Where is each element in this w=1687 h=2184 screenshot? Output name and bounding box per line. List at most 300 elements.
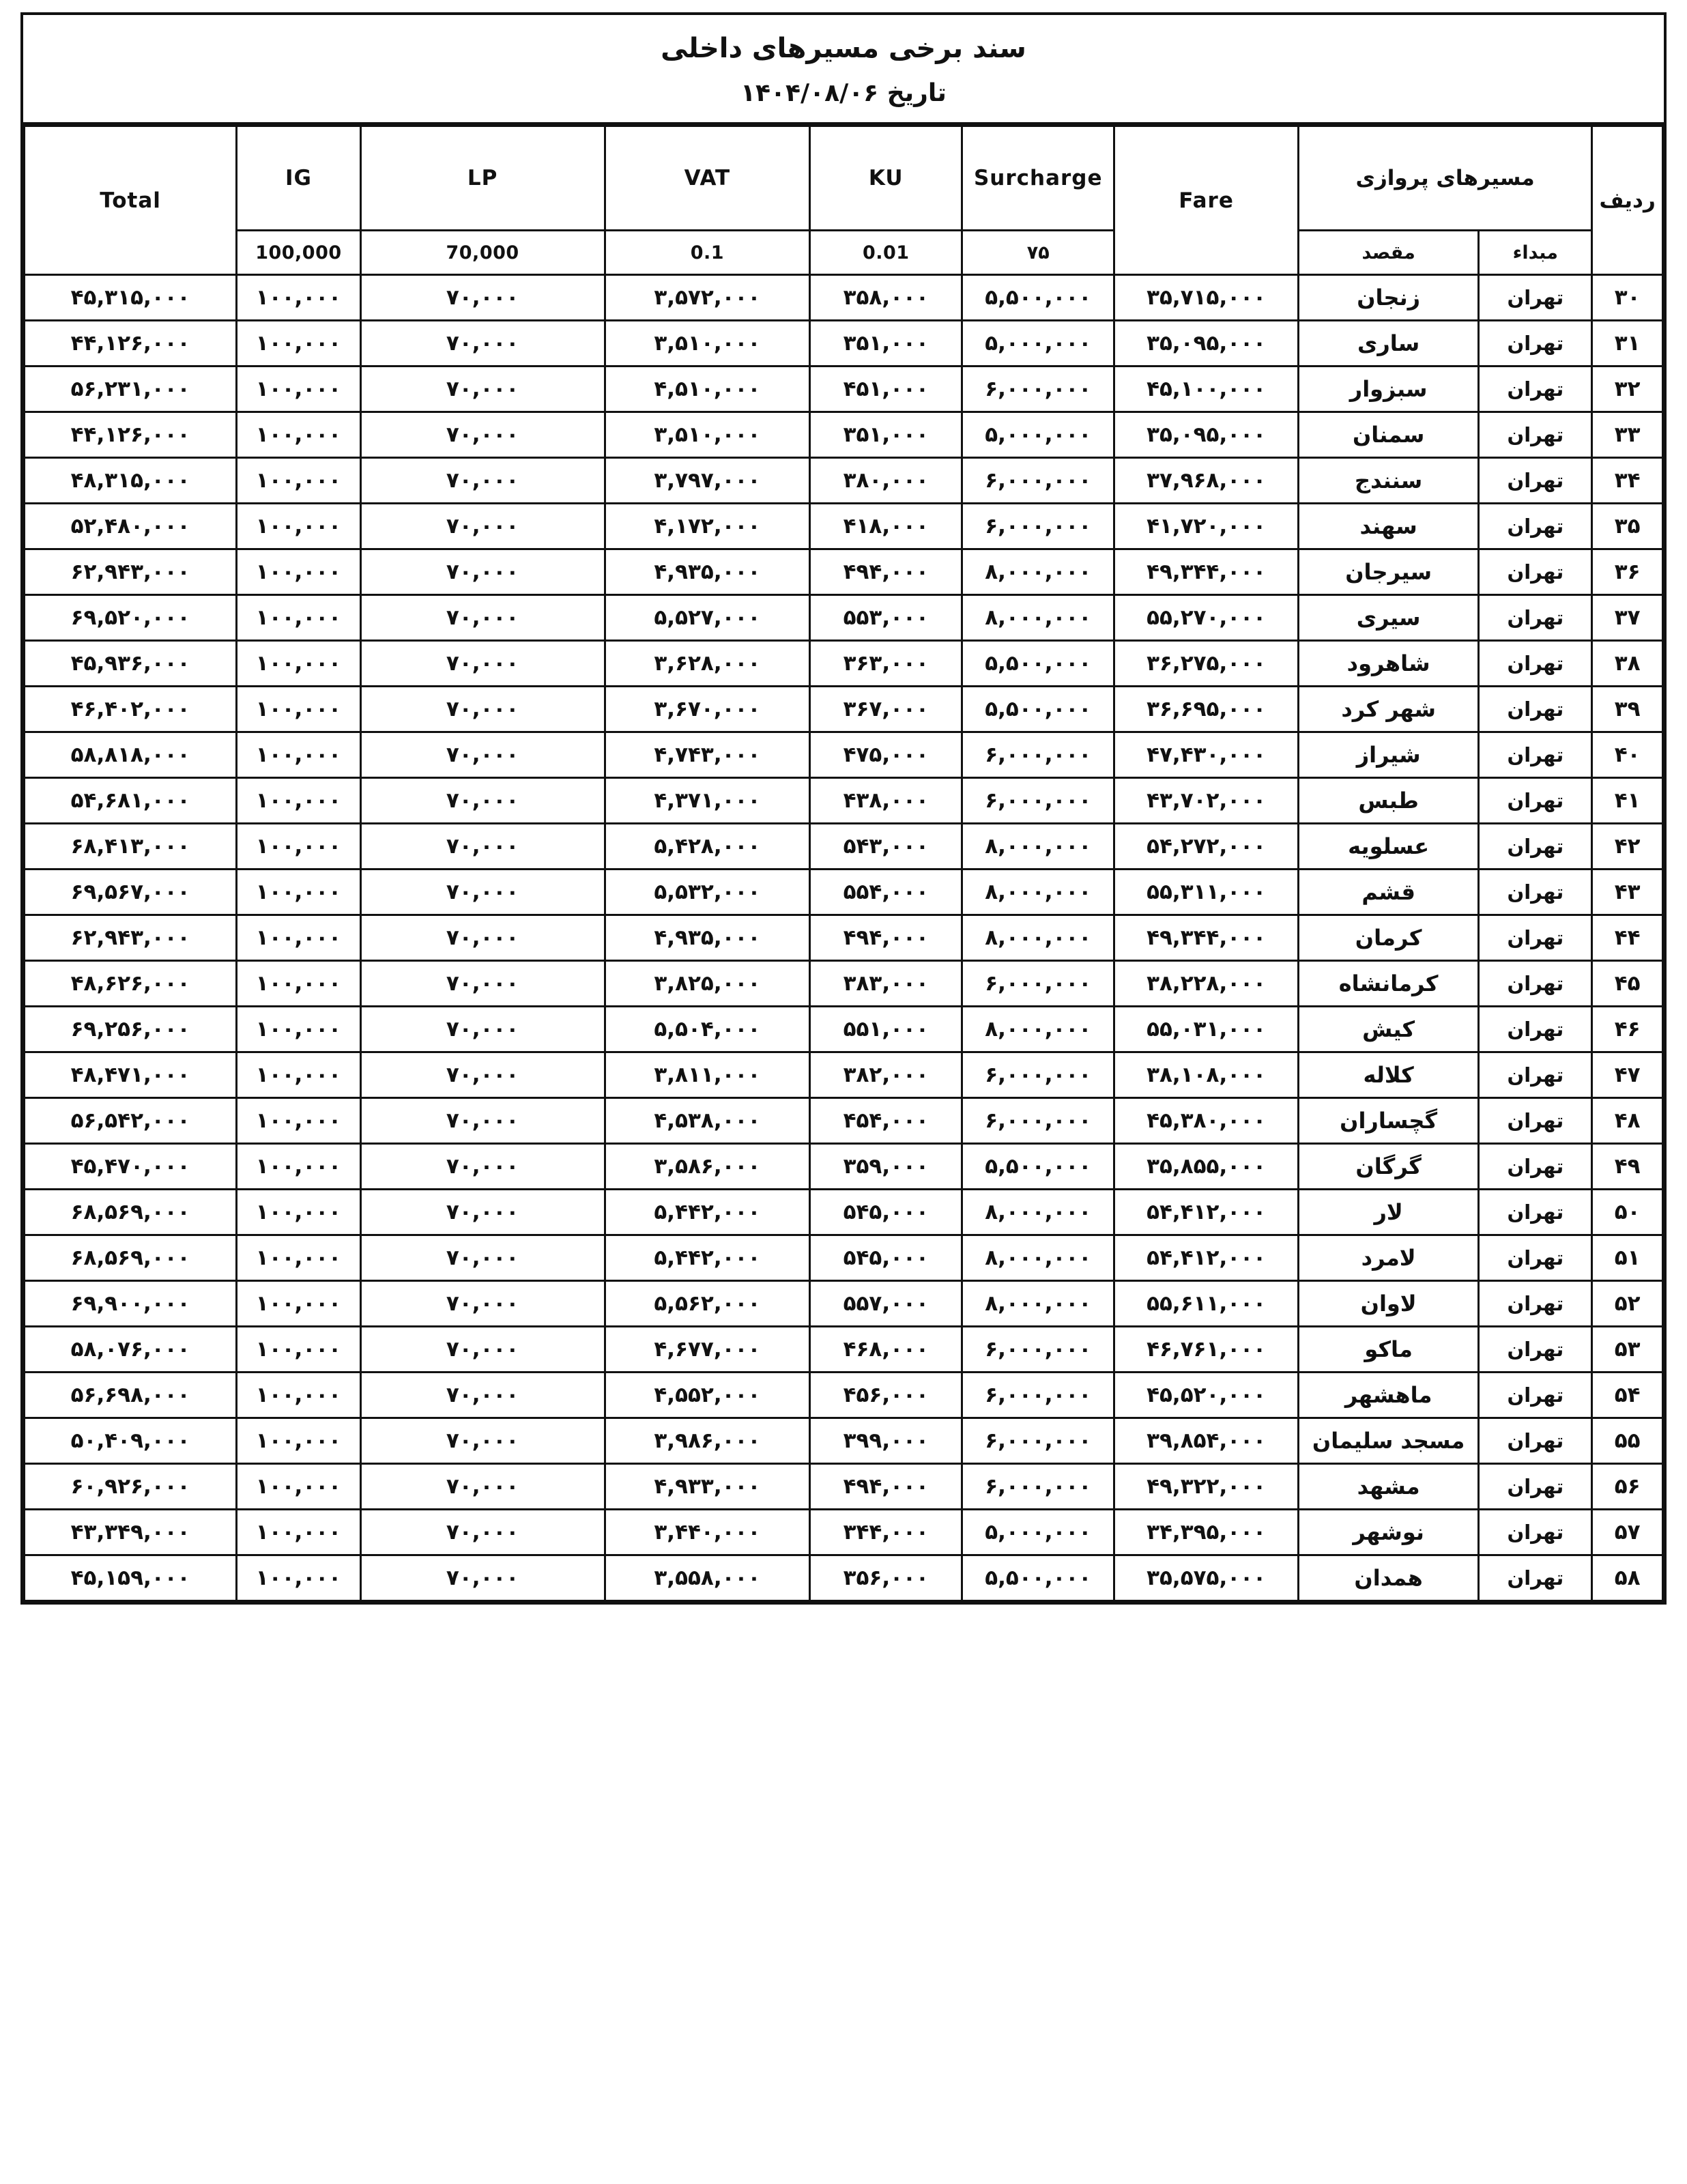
- cell-ku: ۳۵۶,۰۰۰: [810, 1555, 962, 1601]
- cell-ig: ۱۰۰,۰۰۰: [237, 641, 361, 687]
- cell-origin: تهران: [1479, 1098, 1592, 1144]
- rate-ku: 0.01: [810, 231, 962, 275]
- cell-radif: ۴۶: [1592, 1007, 1663, 1052]
- cell-radif: ۳۲: [1592, 367, 1663, 412]
- cell-fare: ۳۵,۰۹۵,۰۰۰: [1114, 321, 1299, 367]
- table-row: [25, 367, 1663, 412]
- cell-ku: ۵۵۳,۰۰۰: [810, 595, 962, 641]
- cell-lp: ۷۰,۰۰۰: [360, 961, 605, 1007]
- cell-lp: ۷۰,۰۰۰: [360, 367, 605, 412]
- table-row: [25, 1281, 1663, 1327]
- cell-fare: ۴۱,۷۲۰,۰۰۰: [1114, 504, 1299, 549]
- cell-vat: ۵,۵۳۲,۰۰۰: [605, 870, 810, 915]
- cell-ig: ۱۰۰,۰۰۰: [237, 367, 361, 412]
- cell-vat: ۴,۶۷۷,۰۰۰: [605, 1327, 810, 1373]
- cell-destination: گرگان: [1298, 1144, 1478, 1190]
- cell-origin: تهران: [1479, 549, 1592, 595]
- cell-vat: ۵,۵۰۴,۰۰۰: [605, 1007, 810, 1052]
- cell-lp: ۷۰,۰۰۰: [360, 1373, 605, 1418]
- table-row: [25, 641, 1663, 687]
- cell-total: ۵۶,۵۴۲,۰۰۰: [25, 1098, 237, 1144]
- table-row: [25, 275, 1663, 321]
- cell-fare: ۳۹,۸۵۴,۰۰۰: [1114, 1418, 1299, 1464]
- table-row: [25, 1235, 1663, 1281]
- cell-origin: تهران: [1479, 870, 1592, 915]
- cell-vat: ۴,۷۴۳,۰۰۰: [605, 732, 810, 778]
- table-row: [25, 1327, 1663, 1373]
- cell-total: ۴۳,۳۴۹,۰۰۰: [25, 1510, 237, 1555]
- cell-lp: ۷۰,۰۰۰: [360, 778, 605, 824]
- cell-origin: تهران: [1479, 1007, 1592, 1052]
- cell-destination: قشم: [1298, 870, 1478, 915]
- cell-fare: ۳۵,۵۷۵,۰۰۰: [1114, 1555, 1299, 1601]
- cell-fare: ۳۴,۳۹۵,۰۰۰: [1114, 1510, 1299, 1555]
- cell-surcharge: ۵,۰۰۰,۰۰۰: [962, 412, 1114, 458]
- table-row: [25, 1144, 1663, 1190]
- cell-surcharge: ۶,۰۰۰,۰۰۰: [962, 961, 1114, 1007]
- cell-surcharge: ۵,۵۰۰,۰۰۰: [962, 687, 1114, 732]
- cell-ku: ۵۵۴,۰۰۰: [810, 870, 962, 915]
- cell-origin: تهران: [1479, 1190, 1592, 1235]
- cell-fare: ۴۹,۳۲۲,۰۰۰: [1114, 1464, 1299, 1510]
- cell-vat: ۳,۵۵۸,۰۰۰: [605, 1555, 810, 1601]
- cell-vat: ۵,۴۲۸,۰۰۰: [605, 824, 810, 870]
- cell-origin: تهران: [1479, 687, 1592, 732]
- cell-fare: ۴۵,۳۸۰,۰۰۰: [1114, 1098, 1299, 1144]
- cell-total: ۶۲,۹۴۳,۰۰۰: [25, 549, 237, 595]
- cell-surcharge: ۵,۰۰۰,۰۰۰: [962, 321, 1114, 367]
- cell-radif: ۴۰: [1592, 732, 1663, 778]
- cell-radif: ۵۸: [1592, 1555, 1663, 1601]
- header-fare: Fare: [1114, 126, 1299, 275]
- cell-vat: ۴,۳۷۱,۰۰۰: [605, 778, 810, 824]
- cell-ig: ۱۰۰,۰۰۰: [237, 1510, 361, 1555]
- cell-radif: ۵۰: [1592, 1190, 1663, 1235]
- cell-vat: ۳,۸۱۱,۰۰۰: [605, 1052, 810, 1098]
- header-surcharge: Surcharge: [962, 126, 1114, 231]
- cell-ku: ۳۶۳,۰۰۰: [810, 641, 962, 687]
- cell-ig: ۱۰۰,۰۰۰: [237, 1144, 361, 1190]
- cell-destination: شهر کرد: [1298, 687, 1478, 732]
- table-row: [25, 458, 1663, 504]
- cell-surcharge: ۸,۰۰۰,۰۰۰: [962, 1235, 1114, 1281]
- cell-destination: شاهرود: [1298, 641, 1478, 687]
- cell-destination: مسجد سلیمان: [1298, 1418, 1478, 1464]
- cell-ig: ۱۰۰,۰۰۰: [237, 778, 361, 824]
- cell-lp: ۷۰,۰۰۰: [360, 870, 605, 915]
- cell-ku: ۴۹۴,۰۰۰: [810, 549, 962, 595]
- cell-origin: تهران: [1479, 458, 1592, 504]
- cell-radif: ۴۸: [1592, 1098, 1663, 1144]
- table-row: [25, 321, 1663, 367]
- cell-fare: ۵۴,۲۷۲,۰۰۰: [1114, 824, 1299, 870]
- cell-total: ۴۴,۱۲۶,۰۰۰: [25, 412, 237, 458]
- cell-destination: لاوان: [1298, 1281, 1478, 1327]
- cell-destination: سمنان: [1298, 412, 1478, 458]
- cell-ig: ۱۰۰,۰۰۰: [237, 1052, 361, 1098]
- cell-destination: نوشهر: [1298, 1510, 1478, 1555]
- cell-vat: ۳,۹۸۶,۰۰۰: [605, 1418, 810, 1464]
- cell-ig: ۱۰۰,۰۰۰: [237, 915, 361, 961]
- cell-ku: ۴۱۸,۰۰۰: [810, 504, 962, 549]
- cell-radif: ۵۵: [1592, 1418, 1663, 1464]
- cell-surcharge: ۶,۰۰۰,۰۰۰: [962, 1098, 1114, 1144]
- cell-origin: تهران: [1479, 504, 1592, 549]
- cell-ku: ۴۹۴,۰۰۰: [810, 1464, 962, 1510]
- cell-lp: ۷۰,۰۰۰: [360, 458, 605, 504]
- cell-total: ۶۲,۹۴۳,۰۰۰: [25, 915, 237, 961]
- cell-total: ۴۴,۱۲۶,۰۰۰: [25, 321, 237, 367]
- cell-vat: ۴,۱۷۲,۰۰۰: [605, 504, 810, 549]
- cell-fare: ۳۶,۲۷۵,۰۰۰: [1114, 641, 1299, 687]
- cell-lp: ۷۰,۰۰۰: [360, 824, 605, 870]
- table-row: [25, 504, 1663, 549]
- document-date: تاریخ ۱۴۰۴/۰۸/۰۶: [740, 79, 947, 107]
- header-lp: LP: [360, 126, 605, 231]
- cell-vat: ۴,۵۳۸,۰۰۰: [605, 1098, 810, 1144]
- cell-total: ۴۸,۳۱۵,۰۰۰: [25, 458, 237, 504]
- cell-ig: ۱۰۰,۰۰۰: [237, 1555, 361, 1601]
- cell-vat: ۴,۹۳۵,۰۰۰: [605, 549, 810, 595]
- cell-ku: ۳۸۲,۰۰۰: [810, 1052, 962, 1098]
- cell-ku: ۳۵۹,۰۰۰: [810, 1144, 962, 1190]
- cell-lp: ۷۰,۰۰۰: [360, 1510, 605, 1555]
- cell-radif: ۳۰: [1592, 275, 1663, 321]
- cell-fare: ۳۷,۹۶۸,۰۰۰: [1114, 458, 1299, 504]
- table-head: [25, 126, 1663, 275]
- cell-destination: کرمانشاه: [1298, 961, 1478, 1007]
- cell-surcharge: ۶,۰۰۰,۰۰۰: [962, 1464, 1114, 1510]
- cell-ig: ۱۰۰,۰۰۰: [237, 870, 361, 915]
- cell-vat: ۳,۵۱۰,۰۰۰: [605, 321, 810, 367]
- cell-total: ۴۵,۳۱۵,۰۰۰: [25, 275, 237, 321]
- cell-ku: ۴۵۶,۰۰۰: [810, 1373, 962, 1418]
- cell-destination: زنجان: [1298, 275, 1478, 321]
- cell-origin: تهران: [1479, 1144, 1592, 1190]
- header-ku: KU: [810, 126, 962, 231]
- cell-destination: طبس: [1298, 778, 1478, 824]
- cell-radif: ۴۱: [1592, 778, 1663, 824]
- cell-fare: ۵۵,۰۳۱,۰۰۰: [1114, 1007, 1299, 1052]
- cell-destination: سیری: [1298, 595, 1478, 641]
- cell-fare: ۳۵,۷۱۵,۰۰۰: [1114, 275, 1299, 321]
- cell-radif: ۴۲: [1592, 824, 1663, 870]
- cell-origin: تهران: [1479, 1373, 1592, 1418]
- cell-lp: ۷۰,۰۰۰: [360, 641, 605, 687]
- header-row-secondary: [25, 231, 1663, 275]
- header-ig: IG: [237, 126, 361, 231]
- cell-ig: ۱۰۰,۰۰۰: [237, 595, 361, 641]
- cell-radif: ۴۹: [1592, 1144, 1663, 1190]
- header-total: Total: [25, 126, 237, 275]
- cell-origin: تهران: [1479, 1235, 1592, 1281]
- cell-lp: ۷۰,۰۰۰: [360, 549, 605, 595]
- cell-ig: ۱۰۰,۰۰۰: [237, 1281, 361, 1327]
- cell-origin: تهران: [1479, 824, 1592, 870]
- cell-vat: ۳,۵۱۰,۰۰۰: [605, 412, 810, 458]
- cell-fare: ۵۵,۲۷۰,۰۰۰: [1114, 595, 1299, 641]
- cell-vat: ۵,۴۴۲,۰۰۰: [605, 1190, 810, 1235]
- rate-surcharge: ۷۵: [962, 231, 1114, 275]
- title-block: [23, 15, 1664, 125]
- cell-total: ۵۶,۲۳۱,۰۰۰: [25, 367, 237, 412]
- cell-ig: ۱۰۰,۰۰۰: [237, 1327, 361, 1373]
- cell-origin: تهران: [1479, 915, 1592, 961]
- cell-vat: ۳,۵۷۲,۰۰۰: [605, 275, 810, 321]
- cell-vat: ۵,۵۶۲,۰۰۰: [605, 1281, 810, 1327]
- cell-total: ۵۶,۶۹۸,۰۰۰: [25, 1373, 237, 1418]
- cell-origin: تهران: [1479, 778, 1592, 824]
- cell-total: ۴۵,۹۳۶,۰۰۰: [25, 641, 237, 687]
- cell-surcharge: ۵,۵۰۰,۰۰۰: [962, 1144, 1114, 1190]
- cell-ku: ۳۹۹,۰۰۰: [810, 1418, 962, 1464]
- cell-origin: تهران: [1479, 1510, 1592, 1555]
- table-row: [25, 870, 1663, 915]
- cell-destination: گچساران: [1298, 1098, 1478, 1144]
- table-row: [25, 1373, 1663, 1418]
- cell-radif: ۳۴: [1592, 458, 1663, 504]
- cell-radif: ۳۹: [1592, 687, 1663, 732]
- cell-ig: ۱۰۰,۰۰۰: [237, 961, 361, 1007]
- cell-destination: سنندج: [1298, 458, 1478, 504]
- cell-total: ۶۹,۹۰۰,۰۰۰: [25, 1281, 237, 1327]
- cell-origin: تهران: [1479, 412, 1592, 458]
- cell-vat: ۴,۵۵۲,۰۰۰: [605, 1373, 810, 1418]
- cell-lp: ۷۰,۰۰۰: [360, 321, 605, 367]
- cell-surcharge: ۸,۰۰۰,۰۰۰: [962, 915, 1114, 961]
- cell-fare: ۴۵,۱۰۰,۰۰۰: [1114, 367, 1299, 412]
- cell-total: ۶۰,۹۲۶,۰۰۰: [25, 1464, 237, 1510]
- cell-radif: ۵۴: [1592, 1373, 1663, 1418]
- cell-ku: ۴۳۸,۰۰۰: [810, 778, 962, 824]
- cell-origin: تهران: [1479, 1052, 1592, 1098]
- rate-vat: 0.1: [605, 231, 810, 275]
- cell-surcharge: ۶,۰۰۰,۰۰۰: [962, 1418, 1114, 1464]
- cell-destination: سهند: [1298, 504, 1478, 549]
- cell-surcharge: ۸,۰۰۰,۰۰۰: [962, 824, 1114, 870]
- cell-surcharge: ۸,۰۰۰,۰۰۰: [962, 1281, 1114, 1327]
- header-origin: مبداء: [1479, 231, 1592, 275]
- cell-total: ۶۸,۵۶۹,۰۰۰: [25, 1190, 237, 1235]
- cell-radif: ۳۵: [1592, 504, 1663, 549]
- cell-fare: ۴۵,۵۲۰,۰۰۰: [1114, 1373, 1299, 1418]
- table-row: [25, 824, 1663, 870]
- cell-vat: ۴,۹۳۳,۰۰۰: [605, 1464, 810, 1510]
- cell-fare: ۳۵,۰۹۵,۰۰۰: [1114, 412, 1299, 458]
- cell-ig: ۱۰۰,۰۰۰: [237, 1418, 361, 1464]
- cell-surcharge: ۵,۰۰۰,۰۰۰: [962, 1510, 1114, 1555]
- cell-surcharge: ۶,۰۰۰,۰۰۰: [962, 367, 1114, 412]
- cell-surcharge: ۶,۰۰۰,۰۰۰: [962, 504, 1114, 549]
- cell-surcharge: ۸,۰۰۰,۰۰۰: [962, 870, 1114, 915]
- cell-lp: ۷۰,۰۰۰: [360, 1052, 605, 1098]
- cell-fare: ۵۴,۴۱۲,۰۰۰: [1114, 1235, 1299, 1281]
- cell-lp: ۷۰,۰۰۰: [360, 1418, 605, 1464]
- cell-radif: ۴۴: [1592, 915, 1663, 961]
- cell-origin: تهران: [1479, 1327, 1592, 1373]
- cell-destination: همدان: [1298, 1555, 1478, 1601]
- cell-radif: ۳۸: [1592, 641, 1663, 687]
- cell-lp: ۷۰,۰۰۰: [360, 1144, 605, 1190]
- cell-total: ۵۸,۰۷۶,۰۰۰: [25, 1327, 237, 1373]
- cell-ku: ۴۵۴,۰۰۰: [810, 1098, 962, 1144]
- cell-vat: ۴,۹۳۵,۰۰۰: [605, 915, 810, 961]
- cell-ig: ۱۰۰,۰۰۰: [237, 321, 361, 367]
- header-row-primary: [25, 126, 1663, 231]
- cell-radif: ۵۶: [1592, 1464, 1663, 1510]
- cell-ig: ۱۰۰,۰۰۰: [237, 458, 361, 504]
- cell-fare: ۴۹,۳۴۴,۰۰۰: [1114, 549, 1299, 595]
- cell-total: ۴۸,۴۷۱,۰۰۰: [25, 1052, 237, 1098]
- cell-fare: ۳۸,۲۲۸,۰۰۰: [1114, 961, 1299, 1007]
- cell-origin: تهران: [1479, 275, 1592, 321]
- cell-fare: ۴۶,۷۶۱,۰۰۰: [1114, 1327, 1299, 1373]
- cell-ku: ۴۷۵,۰۰۰: [810, 732, 962, 778]
- cell-lp: ۷۰,۰۰۰: [360, 1555, 605, 1601]
- cell-lp: ۷۰,۰۰۰: [360, 687, 605, 732]
- cell-ku: ۴۵۱,۰۰۰: [810, 367, 962, 412]
- cell-total: ۵۸,۸۱۸,۰۰۰: [25, 732, 237, 778]
- cell-radif: ۴۵: [1592, 961, 1663, 1007]
- cell-surcharge: ۶,۰۰۰,۰۰۰: [962, 1373, 1114, 1418]
- cell-surcharge: ۸,۰۰۰,۰۰۰: [962, 595, 1114, 641]
- cell-ig: ۱۰۰,۰۰۰: [237, 1190, 361, 1235]
- cell-surcharge: ۵,۵۰۰,۰۰۰: [962, 641, 1114, 687]
- fares-table: [23, 125, 1664, 1602]
- cell-lp: ۷۰,۰۰۰: [360, 1098, 605, 1144]
- cell-radif: ۵۳: [1592, 1327, 1663, 1373]
- cell-lp: ۷۰,۰۰۰: [360, 1235, 605, 1281]
- cell-radif: ۳۳: [1592, 412, 1663, 458]
- cell-surcharge: ۶,۰۰۰,۰۰۰: [962, 458, 1114, 504]
- table-row: [25, 687, 1663, 732]
- cell-total: ۶۹,۵۲۰,۰۰۰: [25, 595, 237, 641]
- cell-ku: ۳۵۸,۰۰۰: [810, 275, 962, 321]
- table-row: [25, 1052, 1663, 1098]
- cell-ig: ۱۰۰,۰۰۰: [237, 504, 361, 549]
- table-row: [25, 595, 1663, 641]
- cell-destination: لامرد: [1298, 1235, 1478, 1281]
- cell-surcharge: ۸,۰۰۰,۰۰۰: [962, 1190, 1114, 1235]
- cell-radif: ۵۷: [1592, 1510, 1663, 1555]
- cell-destination: ساری: [1298, 321, 1478, 367]
- cell-destination: ماهشهر: [1298, 1373, 1478, 1418]
- cell-surcharge: ۶,۰۰۰,۰۰۰: [962, 778, 1114, 824]
- rate-lp: 70,000: [360, 231, 605, 275]
- table-row: [25, 778, 1663, 824]
- header-destination: مقصد: [1298, 231, 1478, 275]
- cell-surcharge: ۶,۰۰۰,۰۰۰: [962, 1052, 1114, 1098]
- cell-ig: ۱۰۰,۰۰۰: [237, 824, 361, 870]
- cell-ig: ۱۰۰,۰۰۰: [237, 1007, 361, 1052]
- table-row: [25, 1510, 1663, 1555]
- cell-vat: ۵,۴۴۲,۰۰۰: [605, 1235, 810, 1281]
- cell-radif: ۳۱: [1592, 321, 1663, 367]
- cell-ku: ۴۹۴,۰۰۰: [810, 915, 962, 961]
- cell-fare: ۵۴,۴۱۲,۰۰۰: [1114, 1190, 1299, 1235]
- table-row: [25, 732, 1663, 778]
- cell-surcharge: ۸,۰۰۰,۰۰۰: [962, 549, 1114, 595]
- cell-fare: ۴۷,۴۳۰,۰۰۰: [1114, 732, 1299, 778]
- table-row: [25, 1098, 1663, 1144]
- document-frame: [20, 12, 1667, 1605]
- cell-surcharge: ۵,۵۰۰,۰۰۰: [962, 275, 1114, 321]
- cell-total: ۴۵,۱۵۹,۰۰۰: [25, 1555, 237, 1601]
- cell-lp: ۷۰,۰۰۰: [360, 915, 605, 961]
- cell-destination: سبزوار: [1298, 367, 1478, 412]
- cell-vat: ۳,۸۲۵,۰۰۰: [605, 961, 810, 1007]
- cell-fare: ۳۶,۶۹۵,۰۰۰: [1114, 687, 1299, 732]
- cell-total: ۶۹,۵۶۷,۰۰۰: [25, 870, 237, 915]
- cell-destination: سیرجان: [1298, 549, 1478, 595]
- table-row: [25, 961, 1663, 1007]
- cell-destination: کلاله: [1298, 1052, 1478, 1098]
- table-row: [25, 1418, 1663, 1464]
- cell-surcharge: ۶,۰۰۰,۰۰۰: [962, 1327, 1114, 1373]
- table-row: [25, 412, 1663, 458]
- cell-fare: ۴۳,۷۰۲,۰۰۰: [1114, 778, 1299, 824]
- cell-ku: ۳۸۰,۰۰۰: [810, 458, 962, 504]
- cell-ig: ۱۰۰,۰۰۰: [237, 732, 361, 778]
- cell-lp: ۷۰,۰۰۰: [360, 504, 605, 549]
- cell-ku: ۳۵۱,۰۰۰: [810, 412, 962, 458]
- cell-fare: ۴۹,۳۴۴,۰۰۰: [1114, 915, 1299, 961]
- cell-total: ۴۶,۴۰۲,۰۰۰: [25, 687, 237, 732]
- cell-vat: ۳,۷۹۷,۰۰۰: [605, 458, 810, 504]
- cell-total: ۴۸,۶۲۶,۰۰۰: [25, 961, 237, 1007]
- cell-ku: ۵۵۷,۰۰۰: [810, 1281, 962, 1327]
- cell-fare: ۳۵,۸۵۵,۰۰۰: [1114, 1144, 1299, 1190]
- cell-ku: ۵۴۵,۰۰۰: [810, 1235, 962, 1281]
- cell-ku: ۴۶۸,۰۰۰: [810, 1327, 962, 1373]
- cell-ku: ۵۵۱,۰۰۰: [810, 1007, 962, 1052]
- cell-ig: ۱۰۰,۰۰۰: [237, 412, 361, 458]
- cell-destination: شیراز: [1298, 732, 1478, 778]
- cell-ku: ۳۶۷,۰۰۰: [810, 687, 962, 732]
- cell-origin: تهران: [1479, 1281, 1592, 1327]
- cell-lp: ۷۰,۰۰۰: [360, 1464, 605, 1510]
- cell-ig: ۱۰۰,۰۰۰: [237, 1373, 361, 1418]
- cell-origin: تهران: [1479, 367, 1592, 412]
- cell-radif: ۴۳: [1592, 870, 1663, 915]
- cell-fare: ۵۵,۶۱۱,۰۰۰: [1114, 1281, 1299, 1327]
- cell-destination: مشهد: [1298, 1464, 1478, 1510]
- cell-ig: ۱۰۰,۰۰۰: [237, 687, 361, 732]
- cell-ig: ۱۰۰,۰۰۰: [237, 1464, 361, 1510]
- cell-radif: ۳۶: [1592, 549, 1663, 595]
- cell-vat: ۳,۶۷۰,۰۰۰: [605, 687, 810, 732]
- cell-destination: کرمان: [1298, 915, 1478, 961]
- header-vat: VAT: [605, 126, 810, 231]
- cell-radif: ۳۷: [1592, 595, 1663, 641]
- cell-lp: ۷۰,۰۰۰: [360, 1190, 605, 1235]
- cell-lp: ۷۰,۰۰۰: [360, 1327, 605, 1373]
- cell-vat: ۳,۴۴۰,۰۰۰: [605, 1510, 810, 1555]
- cell-lp: ۷۰,۰۰۰: [360, 275, 605, 321]
- cell-ku: ۵۴۵,۰۰۰: [810, 1190, 962, 1235]
- cell-ig: ۱۰۰,۰۰۰: [237, 275, 361, 321]
- cell-origin: تهران: [1479, 641, 1592, 687]
- cell-lp: ۷۰,۰۰۰: [360, 595, 605, 641]
- cell-radif: ۴۷: [1592, 1052, 1663, 1098]
- cell-origin: تهران: [1479, 961, 1592, 1007]
- cell-ku: ۳۸۳,۰۰۰: [810, 961, 962, 1007]
- cell-radif: ۵۲: [1592, 1281, 1663, 1327]
- cell-vat: ۴,۵۱۰,۰۰۰: [605, 367, 810, 412]
- rate-ig: 100,000: [237, 231, 361, 275]
- cell-lp: ۷۰,۰۰۰: [360, 1007, 605, 1052]
- document-title: سند برخی مسیرهای داخلی: [661, 33, 1026, 64]
